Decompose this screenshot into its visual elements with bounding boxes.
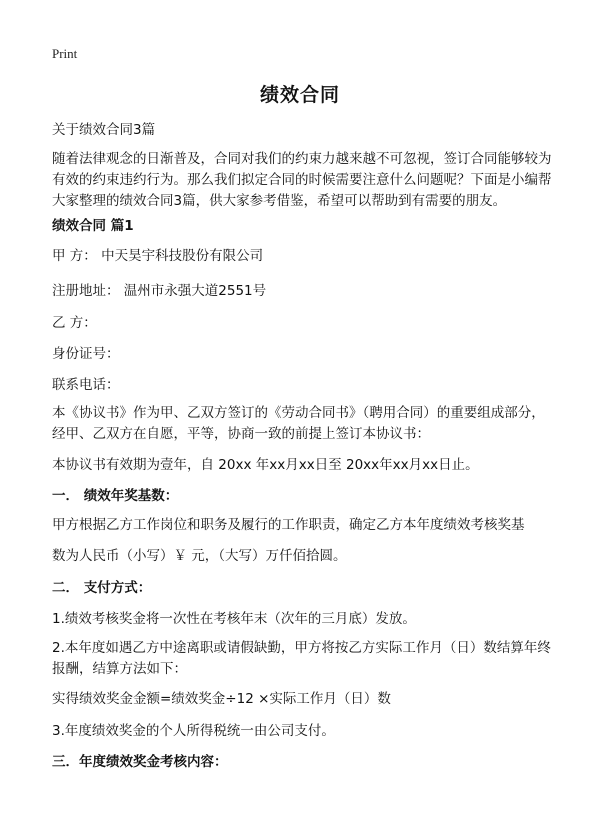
page-title: 绩效合同 [259, 84, 340, 106]
document-subtitle: 关于绩效合同3篇 [52, 122, 156, 138]
payment-item-2: 2.本年度如遇乙方中途离职或请假缺勤，甲方将按乙方实际工作月（日）数结算年终报酬，结算方法如下： [52, 640, 551, 677]
payment-formula: 实得绩效奖金金额=绩效奖金÷12 ×实际工作月（日）数 [52, 691, 391, 707]
party-a-field: 甲 方： 中天昊宇科技股份有限公司 [52, 248, 264, 264]
id-number-field: 身份证号： [52, 346, 120, 362]
address-field: 注册地址： 温州市永强大道2551号 [52, 283, 267, 299]
payment-item-3: 3.年度绩效奖金的个人所得税统一由公司支付。 [52, 723, 335, 739]
basis-line-2: 数为人民币（小写）￥ 元，（大写）万仟佰拾圆。 [52, 548, 347, 564]
section-heading-1: 绩效合同 篇1 [52, 218, 134, 234]
basis-line-1: 甲方根据乙方工作岗位和职务及履行的工作职责，确定乙方本年度绩效考核奖基 [52, 517, 525, 533]
print-link[interactable]: Print [52, 46, 78, 61]
agreement-intro-paragraph: 本《协议书》作为甲、乙双方签订的《劳动合同书》（聘用合同）的重要组成部分，经甲、乙双方在自愿，平等，协商一致的前提上签订本协议书： [52, 405, 545, 442]
payment-item-1: 1.绩效考核奖金将一次性在考核年末（次年的三月底）发放。 [52, 611, 416, 627]
clause-heading-3: 三．年度绩效奖金考核内容： [52, 754, 228, 770]
phone-field: 联系电话： [52, 377, 120, 393]
clause-heading-2: 二． 支付方式： [52, 580, 152, 596]
intro-paragraph: 随着法律观念的日渐普及，合同对我们的约束力越来越不可忽视，签订合同能够较为有效的约束违约行为。那么我们拟定合同的时候需要注意什么问题呢？下面是小编帮大家整理的绩效合同3篇，供大家参考借鉴，希望可以帮助到有需要的朋友。 [52, 151, 552, 209]
party-b-field: 乙 方： [52, 315, 97, 331]
validity-line: 本协议书有效期为壹年，自 20xx 年xx月xx日至 20xx年xx月xx日止。 [52, 457, 479, 473]
clause-heading-1: 一． 绩效年奖基数： [52, 488, 179, 504]
